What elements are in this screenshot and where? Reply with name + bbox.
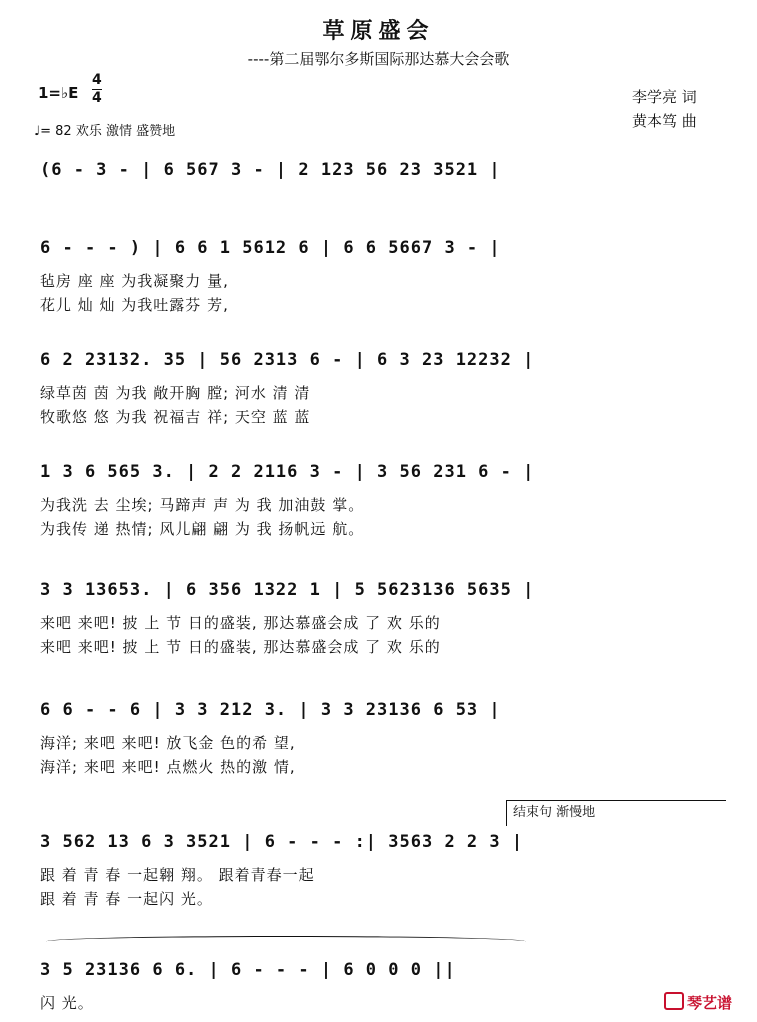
phrase-slur [46,936,526,947]
lyric-line-3-verse-1: 绿草茵 茵 为我 敞开胸 膛; 河水 清 清 [40,384,311,402]
notation: 6 6 - - 6 | 3 3 212 3. | 3 3 23136 6 53 | [40,700,501,720]
lyric-line-3-verse-2: 牧歌悠 悠 为我 祝福吉 祥; 天空 蓝 蓝 [40,408,311,426]
notation: 6 2 23132. 35 | 56 2313 6 - | 6 3 23 12232 | [40,350,535,370]
lyric-line-2-verse-2: 花儿 灿 灿 为我吐露芬 芳, [40,296,229,314]
notation: 1 3 6 565 3. | 2 2 2116 3 - | 3 56 231 6 - | [40,462,535,482]
lyric-line-7-verse-2: 跟 着 青 春 一起闪 光。 [40,890,213,908]
key-signature: 1=♭E [38,84,79,102]
composer-credit: 黄本笃 曲 [632,112,697,130]
score-line-3 [40,350,724,380]
song-subtitle: ----第二届鄂尔多斯国际那达慕大会会歌 [247,50,510,68]
notation: (6 - 3 - | 6 567 3 - | 2 123 56 23 3521 | [40,160,501,180]
lyric-line-6-verse-1: 海洋; 来吧 来吧! 放飞金 色的希 望, [40,734,296,752]
meter-bottom: 4 [92,90,102,106]
notation: 3 3 13653. | 6 356 1322 1 | 5 5623136 5635 | [40,580,535,600]
score-line-1 [40,160,724,190]
notation: 6 - - - ) | 6 6 1 5612 6 | 6 6 5667 3 - | [40,238,501,258]
notation: 3 5 23136 6 6. | 6 - - - | 6 0 0 0 || [40,960,456,980]
lyric-line-5-verse-2: 来吧 来吧! 披 上 节 日的盛装, 那达慕盛会成 了 欢 乐的 [40,638,441,656]
score-line-4 [40,462,724,492]
watermark-text: 琴艺谱 [687,994,733,1012]
score-line-2 [40,238,724,268]
logo-icon [664,992,684,1010]
score-line-5 [40,580,724,610]
time-signature [92,72,102,107]
lyric-line-7-verse-1: 跟 着 青 春 一起翱 翔。 跟着青春一起 [40,866,315,884]
watermark-logo [664,992,732,1013]
lyric-line-6-verse-2: 海洋; 来吧 来吧! 点燃火 热的激 情, [40,758,296,776]
lyric-line-5-verse-1: 来吧 来吧! 披 上 节 日的盛装, 那达慕盛会成 了 欢 乐的 [40,614,441,632]
meter-top: 4 [92,72,102,88]
lyricist-credit: 李学亮 词 [632,88,697,106]
lyric-line-2-verse-1: 毡房 座 座 为我凝聚力 量, [40,272,229,290]
notation: 3 562 13 6 3 3521 | 6 - - - :| 3563 2 2 3 | [40,832,524,852]
song-title: 草原盛会 [322,19,435,44]
lyric-line-4-verse-2: 为我传 递 热情; 风儿翩 翩 为 我 扬帆远 航。 [40,520,365,538]
lyric-line-8-verse-1: 闪 光。 [40,994,94,1012]
tempo-marking: ♩= 82 欢乐 激情 盛赞地 [34,124,176,139]
score-line-8 [40,960,724,990]
score-line-7 [40,832,724,862]
score-line-6 [40,700,724,730]
lyric-line-4-verse-1: 为我洗 去 尘埃; 马蹄声 声 为 我 加油鼓 掌。 [40,496,365,514]
ending-label: 结束句 渐慢地 [513,805,596,820]
ending-bracket [506,800,726,826]
